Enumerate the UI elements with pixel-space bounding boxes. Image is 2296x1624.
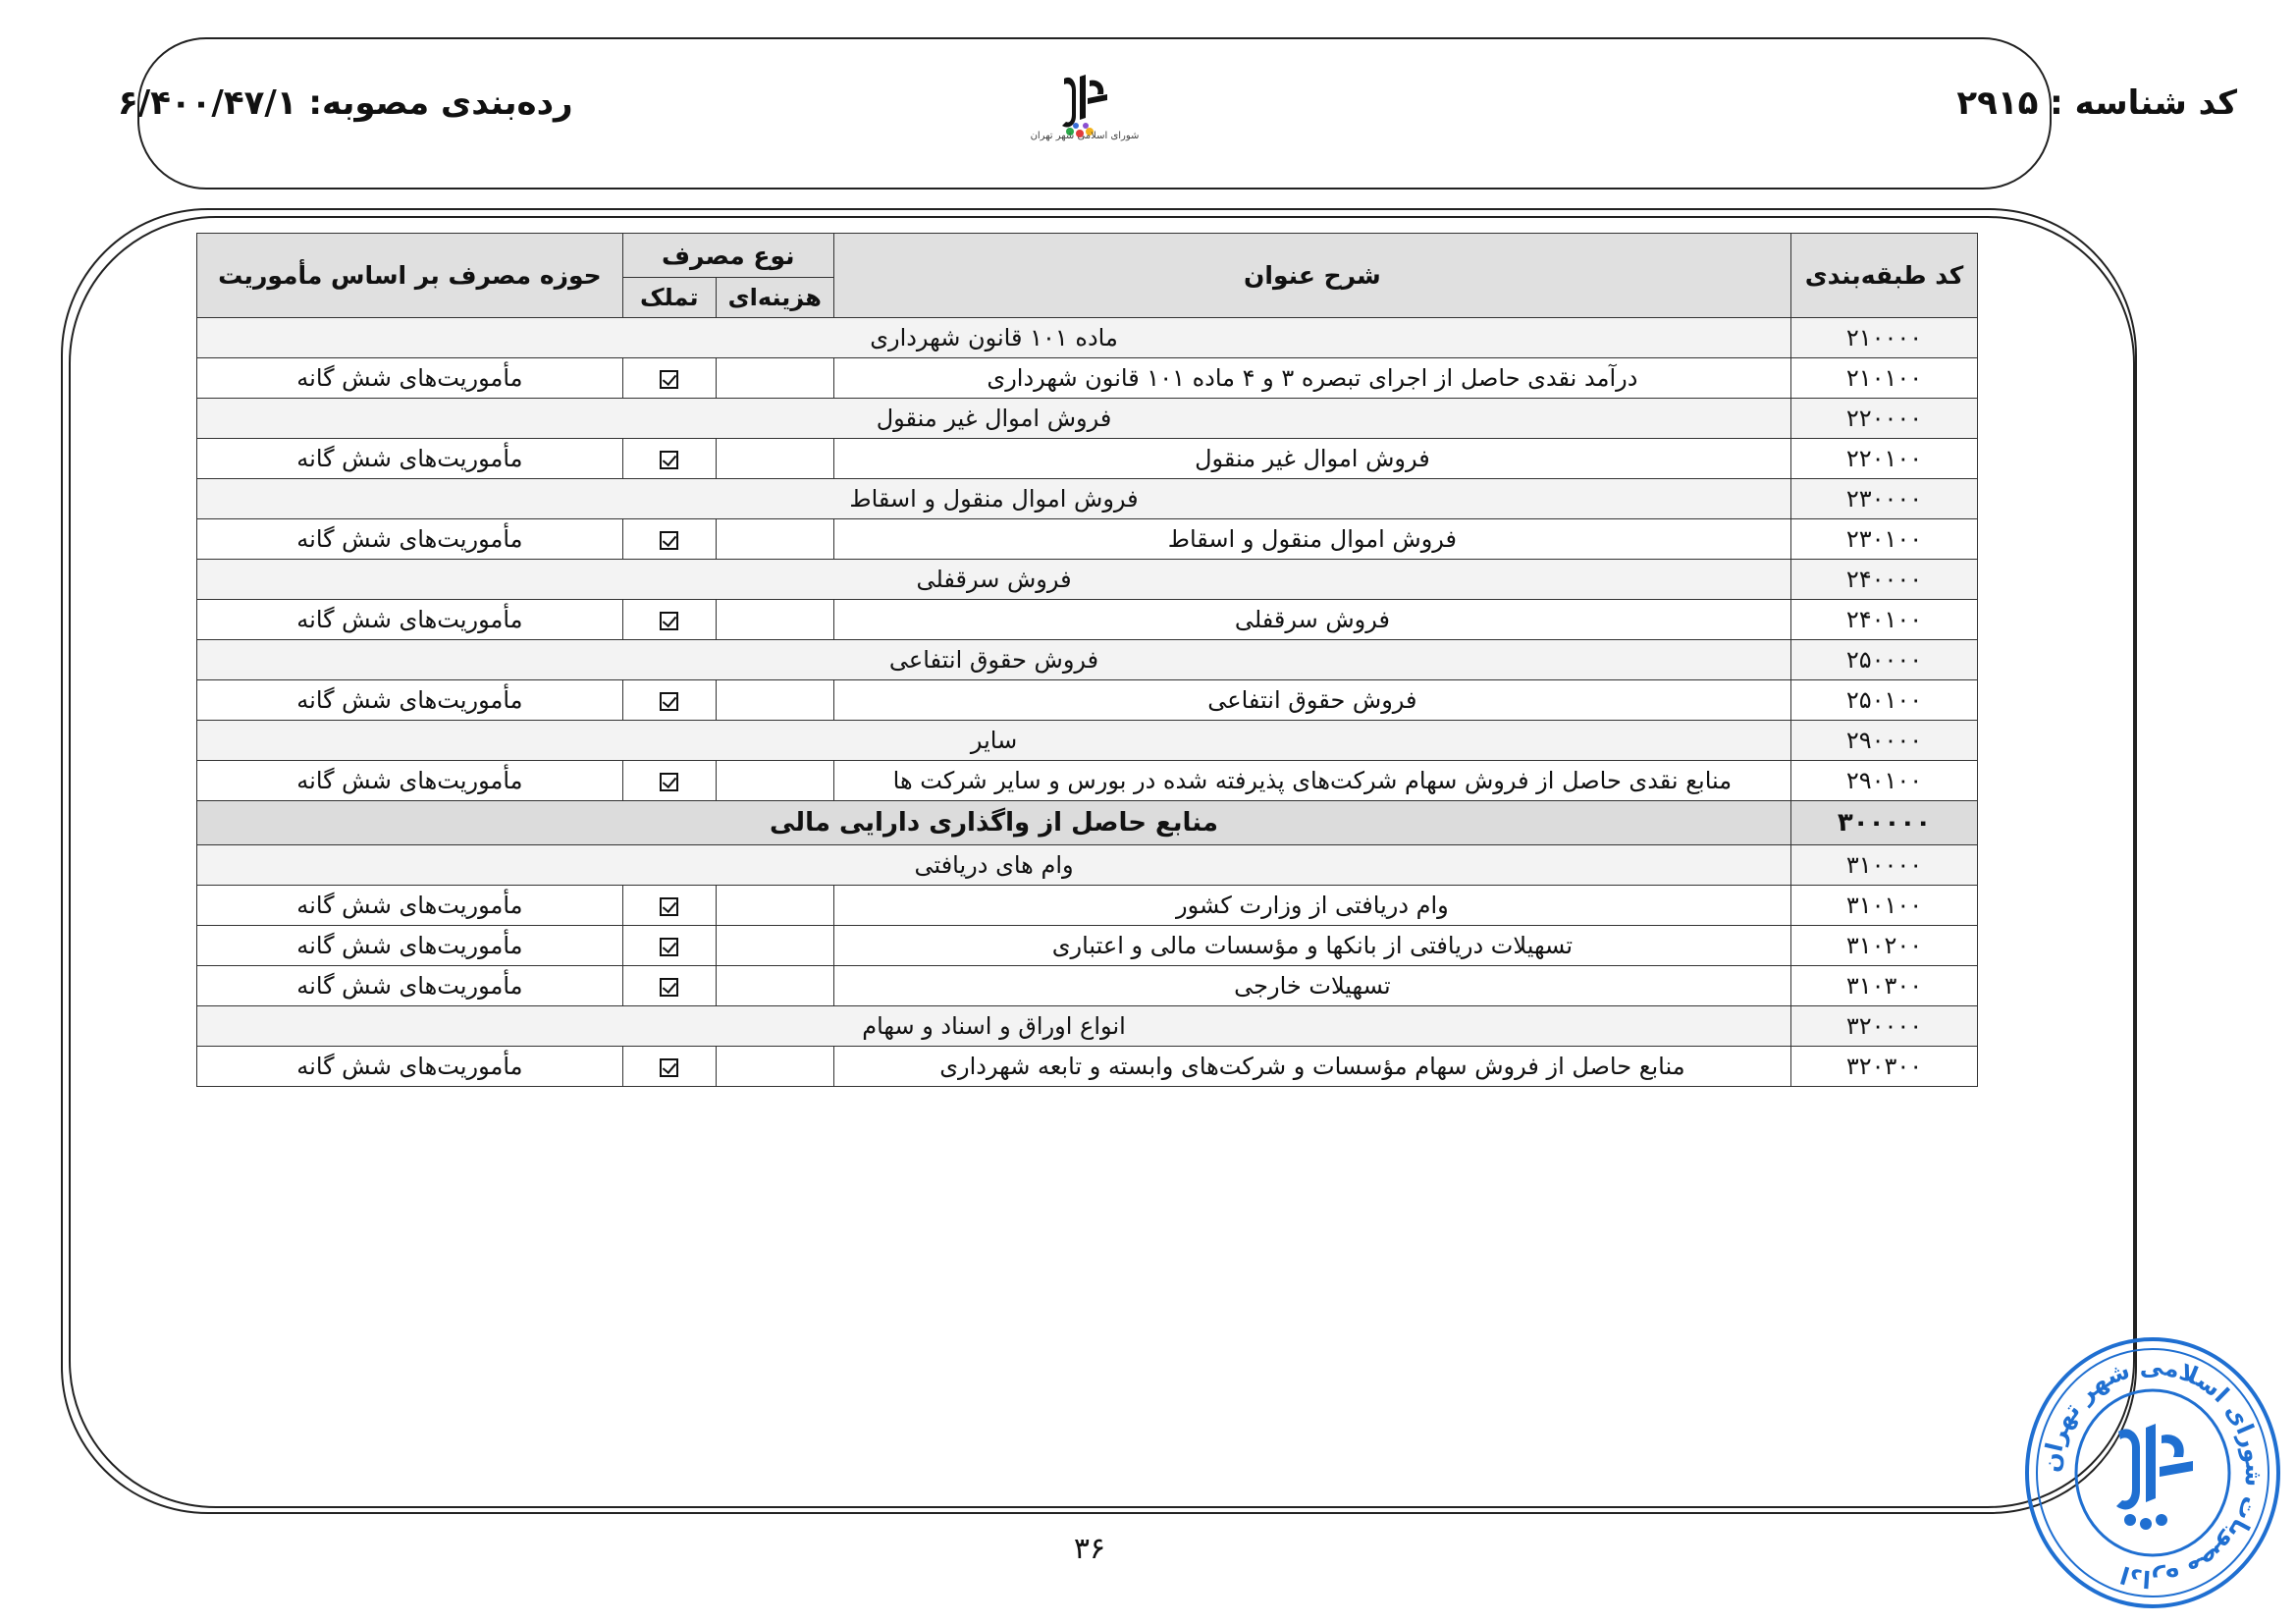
- ownership-cell: [622, 680, 716, 721]
- ownership-cell: [622, 519, 716, 560]
- table-row: [197, 761, 1978, 801]
- cost-cell: [716, 926, 833, 966]
- table-row: [197, 966, 1978, 1006]
- table-row: [197, 1006, 1978, 1047]
- row-code: ۲۴۰۱۰۰: [1791, 600, 1978, 640]
- ownership-cell: [622, 886, 716, 926]
- ownership-cell: [622, 600, 716, 640]
- row-domain: مأموریت‌های شش گانه: [197, 439, 623, 479]
- checked-box-icon: [660, 451, 678, 469]
- stamp-text: اداره مصوبات شورای اسلامی شهر تهران: [2037, 1352, 2269, 1594]
- cost-cell: [716, 439, 833, 479]
- checked-box-icon: [660, 692, 678, 711]
- table-row: [197, 845, 1978, 886]
- row-domain: مأموریت‌های شش گانه: [197, 926, 623, 966]
- row-code: ۳۲۰۰۰۰: [1791, 1006, 1978, 1047]
- row-code: ۲۵۰۰۰۰: [1791, 640, 1978, 680]
- header-code: کد طبقه‌بندی: [1791, 234, 1978, 318]
- row-domain: مأموریت‌های شش گانه: [197, 600, 623, 640]
- checked-box-icon: [660, 531, 678, 550]
- row-code: ۲۹۰۰۰۰: [1791, 721, 1978, 761]
- row-code: ۳۱۰۲۰۰: [1791, 926, 1978, 966]
- row-title: سایر: [197, 721, 1791, 761]
- header-cost: هزینه‌ای: [716, 278, 833, 318]
- table-row: [197, 519, 1978, 560]
- row-code: ۲۹۰۱۰۰: [1791, 761, 1978, 801]
- cost-cell: [716, 519, 833, 560]
- header-title: شرح عنوان: [833, 234, 1790, 318]
- row-code: ۲۱۰۰۰۰: [1791, 318, 1978, 358]
- row-code: ۲۱۰۱۰۰: [1791, 358, 1978, 399]
- table-row: [197, 886, 1978, 926]
- row-code: ۲۳۰۱۰۰: [1791, 519, 1978, 560]
- checked-box-icon: [660, 897, 678, 916]
- table-row: [197, 439, 1978, 479]
- ownership-cell: [622, 1047, 716, 1087]
- table-body: [197, 318, 1978, 1087]
- table-row: [197, 399, 1978, 439]
- row-domain: مأموریت‌های شش گانه: [197, 761, 623, 801]
- row-code: ۳۲۰۳۰۰: [1791, 1047, 1978, 1087]
- checked-box-icon: [660, 370, 678, 389]
- row-title: وام دریافتی از وزارت کشور: [833, 886, 1790, 926]
- page-number: ۳۶: [1073, 1532, 1106, 1566]
- row-title: منابع حاصل از فروش سهام مؤسسات و شرکت‌های وابسته و تابعه شهرداری: [833, 1047, 1790, 1087]
- ownership-cell: [622, 761, 716, 801]
- table-row: [197, 640, 1978, 680]
- row-code: ۲۲۰۰۰۰: [1791, 399, 1978, 439]
- row-code: ۲۵۰۱۰۰: [1791, 680, 1978, 721]
- row-title: فروش اموال منقول و اسقاط: [833, 519, 1790, 560]
- cost-cell: [716, 1047, 833, 1087]
- table-row: [197, 318, 1978, 358]
- row-title: منابع حاصل از واگذاری دارایی مالی: [197, 801, 1791, 845]
- council-stamp-icon: [2020, 1333, 2285, 1613]
- table-row: [197, 358, 1978, 399]
- row-domain: مأموریت‌های شش گانه: [197, 966, 623, 1006]
- row-code: ۳۱۰۱۰۰: [1791, 886, 1978, 926]
- row-code: ۲۳۰۰۰۰: [1791, 479, 1978, 519]
- row-title: ماده ۱۰۱ قانون شهرداری: [197, 318, 1791, 358]
- cost-cell: [716, 886, 833, 926]
- cost-cell: [716, 358, 833, 399]
- cost-cell: [716, 600, 833, 640]
- row-title: فروش اموال غیر منقول: [197, 399, 1791, 439]
- row-title: فروش حقوق انتفاعی: [197, 640, 1791, 680]
- row-title: تسهیلات دریافتی از بانکها و مؤسسات مالی و اعتباری: [833, 926, 1790, 966]
- row-code: ۳۱۰۳۰۰: [1791, 966, 1978, 1006]
- row-domain: مأموریت‌های شش گانه: [197, 358, 623, 399]
- ownership-cell: [622, 926, 716, 966]
- row-title: فروش حقوق انتفاعی: [833, 680, 1790, 721]
- row-domain: مأموریت‌های شش گانه: [197, 519, 623, 560]
- row-title: انواع اوراق و اسناد و سهام: [197, 1006, 1791, 1047]
- cost-cell: [716, 680, 833, 721]
- row-title: فروش اموال غیر منقول: [833, 439, 1790, 479]
- header-ownership: تملک: [622, 278, 716, 318]
- checked-box-icon: [660, 938, 678, 956]
- row-title: فروش سرقفلی: [833, 600, 1790, 640]
- table-row: [197, 926, 1978, 966]
- row-code: ۳۱۰۰۰۰: [1791, 845, 1978, 886]
- checked-box-icon: [660, 1058, 678, 1077]
- cost-cell: [716, 966, 833, 1006]
- row-title: درآمد نقدی حاصل از اجرای تبصره ۳ و ۴ ماده ۱۰۱ قانون شهرداری: [833, 358, 1790, 399]
- ownership-cell: [622, 439, 716, 479]
- checked-box-icon: [660, 978, 678, 997]
- id-code: کد شناسه : ۲۹۱۵: [1956, 83, 2237, 123]
- checked-box-icon: [660, 612, 678, 630]
- row-title: منابع نقدی حاصل از فروش سهام شرکت‌های پذیرفته شده در بورس و سایر شرکت ها: [833, 761, 1790, 801]
- table-row: [197, 479, 1978, 519]
- row-code: ۲۴۰۰۰۰: [1791, 560, 1978, 600]
- checked-box-icon: [660, 773, 678, 791]
- table-row: [197, 721, 1978, 761]
- row-title: فروش سرقفلی: [197, 560, 1791, 600]
- classification-code: رده‌بندی مصوبه: ۶/۴۰۰/۴۷/۱: [118, 83, 573, 123]
- header-usage-type: نوع مصرف: [622, 234, 833, 278]
- row-title: فروش اموال منقول و اسقاط: [197, 479, 1791, 519]
- row-title: وام های دریافتی: [197, 845, 1791, 886]
- table-row: [197, 1047, 1978, 1087]
- row-code: ۲۲۰۱۰۰: [1791, 439, 1978, 479]
- logo-caption: شورای اسلامی شهر تهران: [1030, 131, 1140, 141]
- table-row: [197, 801, 1978, 845]
- table-row: [197, 560, 1978, 600]
- row-title: تسهیلات خارجی: [833, 966, 1790, 1006]
- row-domain: مأموریت‌های شش گانه: [197, 680, 623, 721]
- cost-cell: [716, 761, 833, 801]
- header-domain: حوزه مصرف بر اساس مأموریت: [197, 234, 623, 318]
- row-code: ۳۰۰۰۰۰: [1791, 801, 1978, 845]
- ownership-cell: [622, 966, 716, 1006]
- table-row: [197, 600, 1978, 640]
- row-domain: مأموریت‌های شش گانه: [197, 1047, 623, 1087]
- table-row: [197, 680, 1978, 721]
- classification-table: [196, 233, 1978, 1087]
- ownership-cell: [622, 358, 716, 399]
- row-domain: مأموریت‌های شش گانه: [197, 886, 623, 926]
